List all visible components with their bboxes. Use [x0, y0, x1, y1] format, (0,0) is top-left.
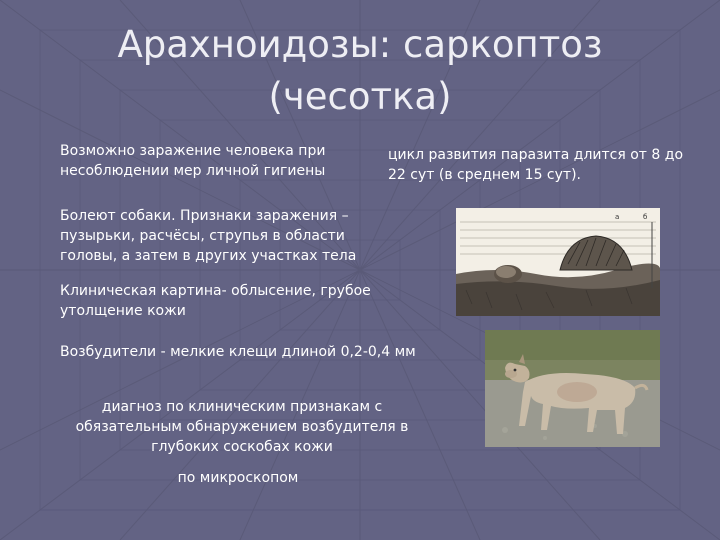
mite-burrow-illustration — [456, 208, 660, 316]
infection-text: Возможно заражение человека при несоблюдении мер личной гигиены — [60, 143, 326, 179]
signs-text: Болеют собаки. Признаки заражения – пузырьки, расчёсы, струпья в области головы, а затем в других участках тела — [60, 208, 357, 264]
slide-title: Арахноидозы: саркоптоз — [117, 23, 603, 66]
figure-label-a: а — [615, 213, 620, 221]
microscope-text: по микроскопом — [177, 470, 299, 486]
sick-dog-photo — [485, 330, 660, 447]
agents-text: Возбудители - мелкие клещи длиной 0,2-0,4 мм — [60, 344, 416, 360]
figure-label-b: б — [643, 213, 648, 221]
slide-subtitle: (чесотка) — [268, 75, 452, 118]
clinical-text: Клиническая картина- облысение, грубое утолщение кожи — [60, 283, 371, 319]
cycle-text: цикл развития паразита длится от 8 до 22 сут (в среднем 15 сут). — [388, 147, 684, 183]
diagnosis-text: диагноз по клиническим признакам с обязательным обнаружением возбудителя в глубоких соскобах кожи — [75, 399, 409, 455]
